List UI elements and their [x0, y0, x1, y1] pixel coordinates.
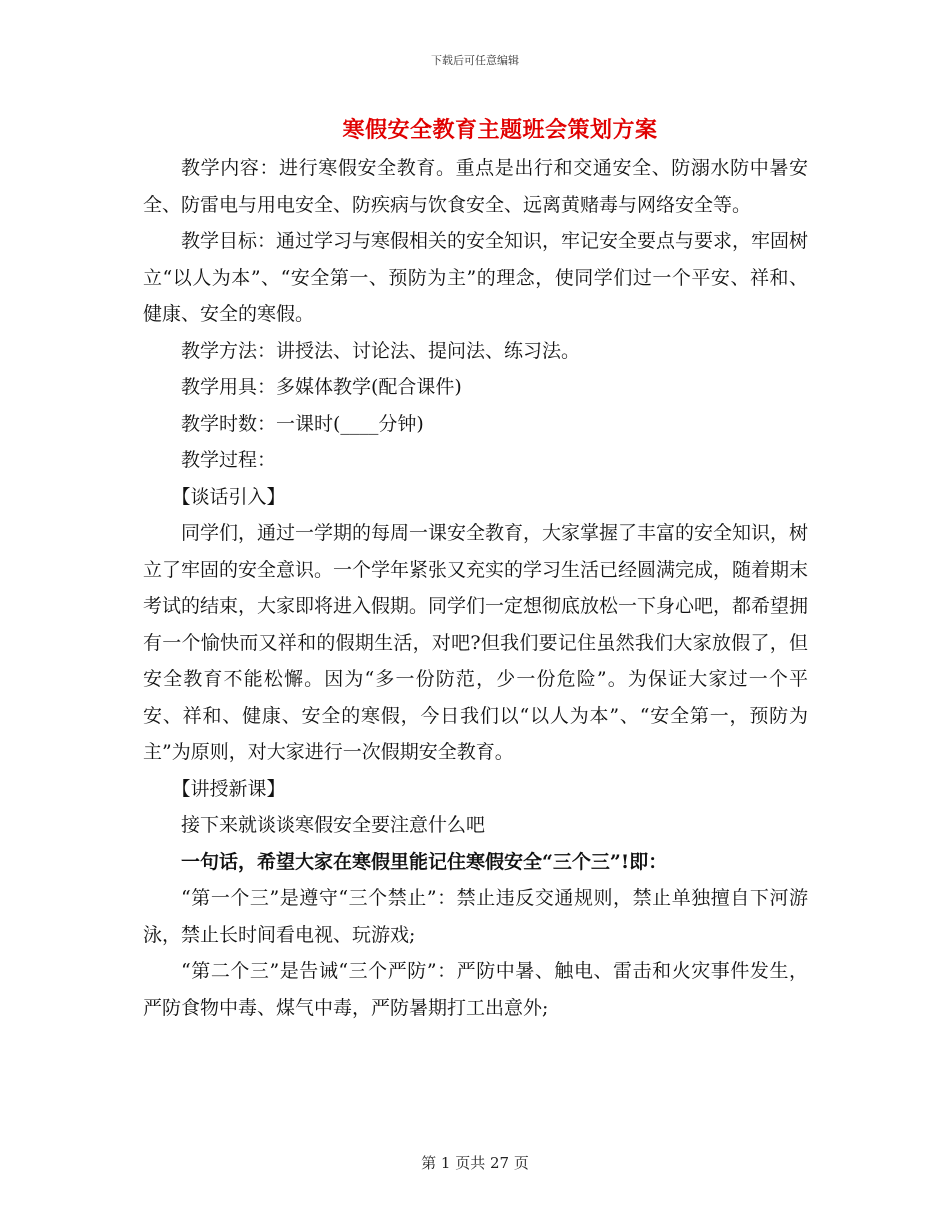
- paragraph-next-topic: 接下来就谈谈寒假安全要注意什么吧: [181, 814, 486, 836]
- section-heading-new-lesson: 【讲授新课】: [171, 777, 286, 800]
- paragraph-teaching-hours: 教学时数：一课时(____分钟): [181, 412, 424, 435]
- page-number: 第 1 页共 27 页: [421, 1154, 529, 1172]
- section-heading-intro: 【谈话引入】: [171, 485, 286, 508]
- document-title: 寒假安全教育主题班会策划方案: [342, 117, 658, 143]
- paragraph-three-threes: 一句话，希望大家在寒假里能记住寒假安全“三个三”!即：: [181, 850, 668, 873]
- header-note: 下载后可任意编辑: [431, 54, 519, 67]
- paragraph-teaching-content: 教学内容：进行寒假安全教育。重点是出行和交通安全、防溺水防中暑安全、防雷电与用电安全、防疾病与饮食安全、远离黄赌毒与网络安全等。: [143, 157, 808, 216]
- paragraph-teaching-goal: 教学目标：通过学习与寒假相关的安全知识，牢记安全要点与要求，牢固树立“以人为本”、“安全第一、预防为主”的理念，使同学们过一个平安、祥和、健康、安全的寒假。: [143, 230, 809, 325]
- paragraph-intro-talk: 同学们，通过一学期的每周一课安全教育，大家掌握了丰富的安全知识，树立了牢固的安全意识。一个学年紧张又充实的学习生活已经圆满完成，随着期末考试的结束，大家即将进入假期。同学们一定想彻底放松一下身心吧，都希望拥有一个愉快而又祥和的假期生活，对吧?但我们要记住虽然我们大家放假了，但安全教育不能松懈。因为“多一份防范，少一份危险”。为保证大家过一个平安、祥和、健康、安全的寒假，今日我们以“以人为本”、“安全第一，预防为主”为原则，对大家进行一次假期安全教育。: [143, 522, 809, 763]
- document-body: [143, 150, 808, 1026]
- paragraph-second-three: “第二个三”是告诫“三个严防”：严防中暑、触电、雷击和火灾事件发生，严防食物中毒、煤气中毒，严防暑期打工出意外;: [143, 960, 808, 1019]
- paragraph-teaching-process: 教学过程：: [181, 449, 277, 471]
- paragraph-first-three: “第一个三”是遵守“三个禁止”：禁止违反交通规则，禁止单独擅自下河游泳，禁止长时间看电视、玩游戏;: [143, 887, 808, 946]
- paragraph-teaching-method: 教学方法：讲授法、讨论法、提问法、练习法。: [181, 339, 581, 362]
- paragraph-teaching-tools: 教学用具：多媒体教学(配合课件): [181, 376, 462, 398]
